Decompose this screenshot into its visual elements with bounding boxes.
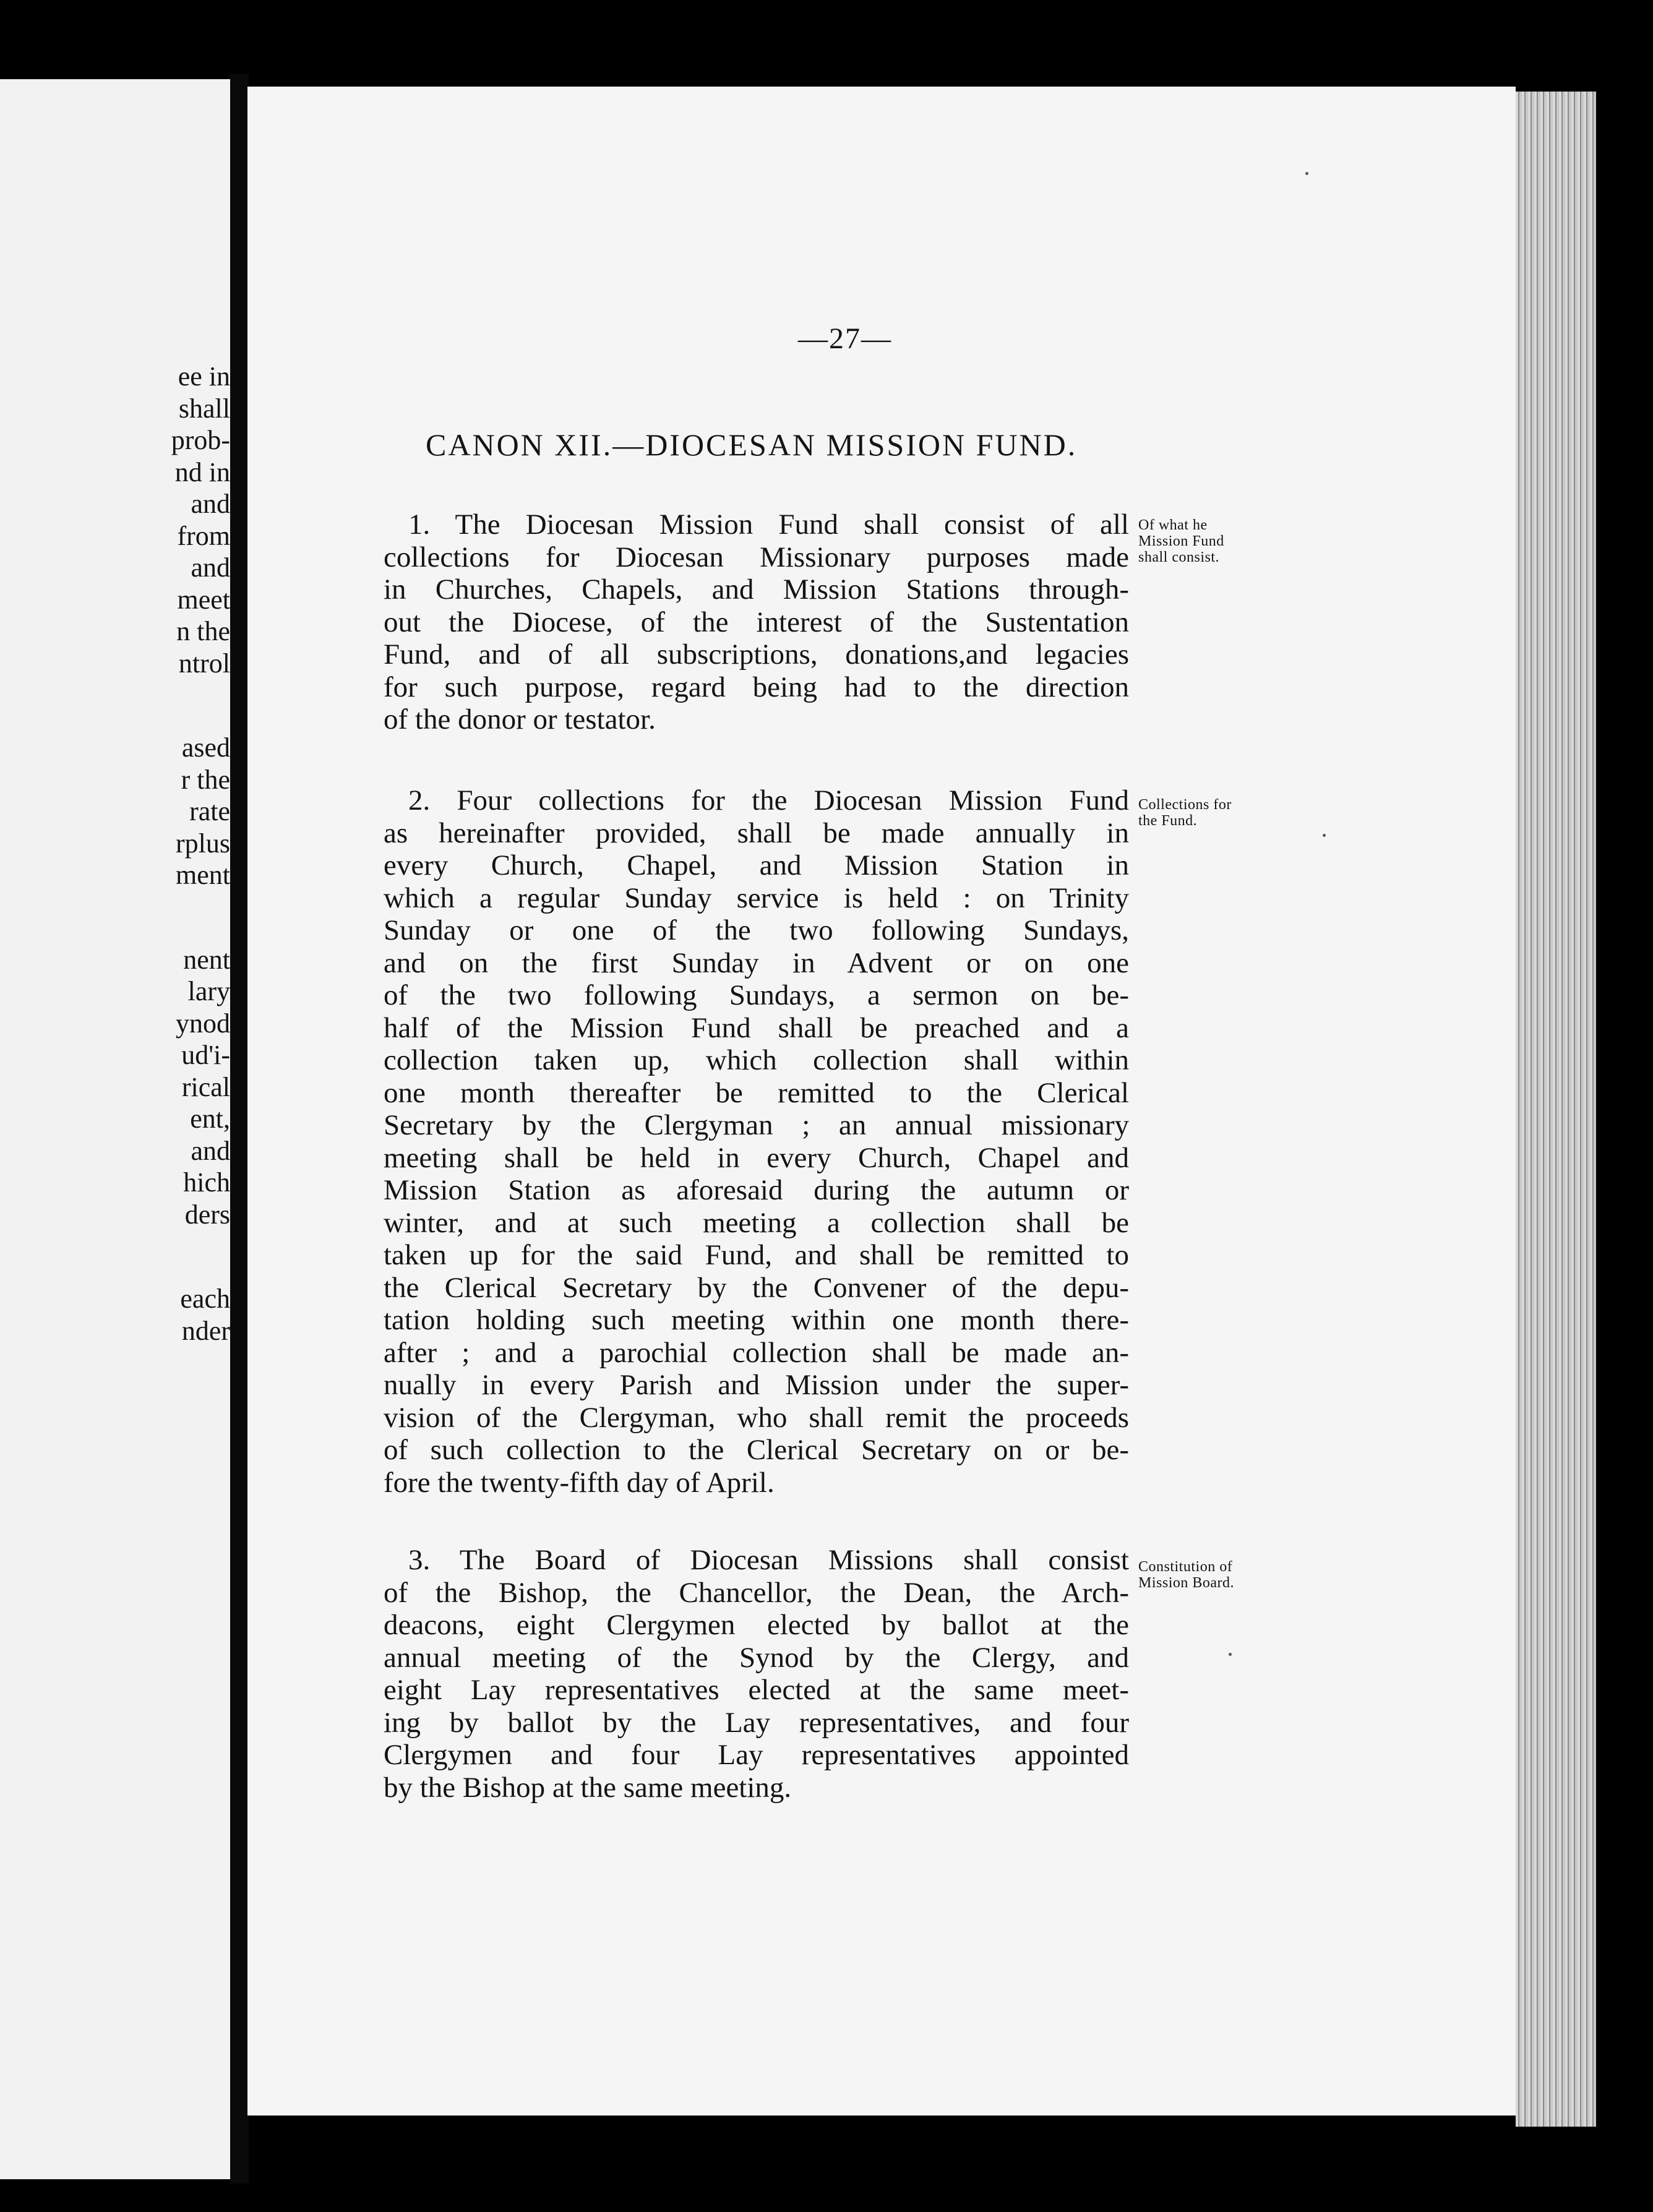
paragraph-line: fore the twenty-fifth day of April. xyxy=(384,1466,775,1499)
previous-page-line: meet xyxy=(177,584,230,615)
paragraph-line: which a regular Sunday service is held : on Trinity xyxy=(384,881,1129,914)
previous-page-line: each xyxy=(180,1284,230,1314)
paragraph-line: nually in every Parish and Mission under the super- xyxy=(384,1369,1129,1401)
paragraph-line: taken up for the said Fund, and shall be remitted to xyxy=(384,1239,1129,1271)
previous-page-line: nent xyxy=(183,944,230,975)
previous-page-line: hich xyxy=(183,1167,230,1198)
section-1-paragraph xyxy=(384,508,1129,736)
section-1-margin-note xyxy=(1138,517,1287,565)
paragraph-line: of the Bishop, the Chancellor, the Dean, the Arch- xyxy=(384,1576,1129,1609)
paragraph-line: deacons, eight Clergymen elected by ballot at the xyxy=(384,1609,1129,1641)
paragraph-line: out the Diocese, of the interest of the Sustentation xyxy=(384,606,1129,638)
previous-page-line: from xyxy=(177,520,230,551)
previous-page-line: and xyxy=(191,552,230,583)
previous-page-line: n the xyxy=(176,616,230,646)
paragraph-line: ing by ballot by the Lay representatives, and four xyxy=(384,1706,1129,1739)
paragraph-line: collections for Diocesan Missionary purposes made xyxy=(384,541,1129,573)
paragraph-line: every Church, Chapel, and Mission Station in xyxy=(384,849,1129,881)
scan-speck xyxy=(1323,834,1326,837)
margin-note-line: Mission Board. xyxy=(1138,1575,1235,1591)
previous-page-line: and xyxy=(191,489,230,519)
previous-page-line: lary xyxy=(187,976,230,1006)
paragraph-line: 3. The Board of Diocesan Missions shall consist xyxy=(408,1544,1129,1576)
paragraph-line: and on the first Sunday in Advent or on one xyxy=(384,946,1129,979)
margin-note-line: Mission Fund xyxy=(1138,533,1224,549)
paragraph-line: collection taken up, which collection shall within xyxy=(384,1044,1129,1076)
paragraph-line: the Clerical Secretary by the Convener of the depu- xyxy=(384,1271,1129,1304)
paragraph-line: of the two following Sundays, a sermon on be- xyxy=(384,979,1129,1011)
section-3-paragraph xyxy=(384,1544,1129,1804)
previous-page-line: prob- xyxy=(171,425,230,455)
paragraph-line: of such collection to the Clerical Secretary on or be- xyxy=(384,1434,1129,1466)
margin-note-line: Constitution of xyxy=(1138,1559,1233,1575)
paragraph-line: meeting shall be held in every Church, Chapel and xyxy=(384,1141,1129,1174)
previous-page-line: ders xyxy=(184,1199,230,1230)
previous-page-line: rate xyxy=(189,796,230,826)
previous-page-line: ee in xyxy=(178,361,230,392)
paragraph-line: eight Lay representatives elected at the same meet- xyxy=(384,1674,1129,1706)
paragraph-line: Fund, and of all subscriptions, donations,and legacies xyxy=(384,638,1129,671)
section-2-paragraph xyxy=(384,784,1129,1499)
scan-speck xyxy=(1229,1653,1232,1656)
paragraph-line: by the Bishop at the same meeting. xyxy=(384,1771,792,1804)
margin-note-line: the Fund. xyxy=(1138,813,1198,829)
canon-title: CANON XII.—DIOCESAN MISSION FUND. xyxy=(426,427,1078,462)
paragraph-line: Sunday or one of the two following Sundays, xyxy=(384,914,1129,946)
previous-page-line: ynod xyxy=(176,1008,230,1039)
book-gutter xyxy=(230,74,249,2184)
margin-note-line: shall consist. xyxy=(1138,549,1219,565)
previous-page-line: r the xyxy=(181,764,230,795)
paragraph-line: vision of the Clergyman, who shall remit the proceeds xyxy=(384,1401,1129,1434)
paragraph-line: after ; and a parochial collection shall be made an- xyxy=(384,1336,1129,1369)
margin-note-line: Collections for xyxy=(1138,797,1232,813)
section-3-margin-note xyxy=(1138,1559,1287,1591)
section-2-margin-note xyxy=(1138,797,1287,829)
paragraph-line: 1. The Diocesan Mission Fund shall consist of all xyxy=(408,508,1129,541)
paragraph-line: tation holding such meeting within one month there- xyxy=(384,1304,1129,1336)
paragraph-line: Secretary by the Clergyman ; an annual missionary xyxy=(384,1109,1129,1141)
previous-page-line: ment xyxy=(176,860,230,890)
paragraph-line: in Churches, Chapels, and Mission Stations through- xyxy=(384,573,1129,606)
paragraph-line: annual meeting of the Synod by the Clergy, and xyxy=(384,1641,1129,1674)
paragraph-line: winter, and at such meeting a collection shall be xyxy=(384,1206,1129,1239)
paragraph-line: as hereinafter provided, shall be made annually in xyxy=(384,817,1129,849)
previous-page-line: rical xyxy=(181,1071,230,1102)
previous-page-line: nder xyxy=(181,1315,230,1346)
previous-page-line: ent, xyxy=(190,1104,230,1134)
paragraph-line: half of the Mission Fund shall be preached and a xyxy=(384,1011,1129,1044)
previous-page-fragment xyxy=(0,79,230,2179)
paragraph-line: one month thereafter be remitted to the Clerical xyxy=(384,1076,1129,1109)
page-edges xyxy=(1516,92,1596,2127)
previous-page-line: ased xyxy=(181,732,230,763)
previous-page-line: and xyxy=(191,1135,230,1166)
paragraph-line: 2. Four collections for the Diocesan Mission Fund xyxy=(408,784,1129,817)
scan-speck xyxy=(1305,172,1308,175)
margin-note-line: Of what he xyxy=(1138,517,1208,533)
previous-page-line: shall xyxy=(178,393,230,424)
previous-page-line: ud'i- xyxy=(181,1040,230,1070)
previous-page-line: rplus xyxy=(176,828,230,859)
previous-page-line: nd in xyxy=(174,457,230,487)
paragraph-line: of the donor or testator. xyxy=(384,703,656,735)
paragraph-line: Clergymen and four Lay representatives appointed xyxy=(384,1739,1129,1771)
page-number: —27— xyxy=(798,322,892,355)
previous-page-line: ntrol xyxy=(178,648,230,679)
paragraph-line: Mission Station as aforesaid during the autumn or xyxy=(384,1174,1129,1206)
paragraph-line: for such purpose, regard being had to the direction xyxy=(384,671,1129,703)
